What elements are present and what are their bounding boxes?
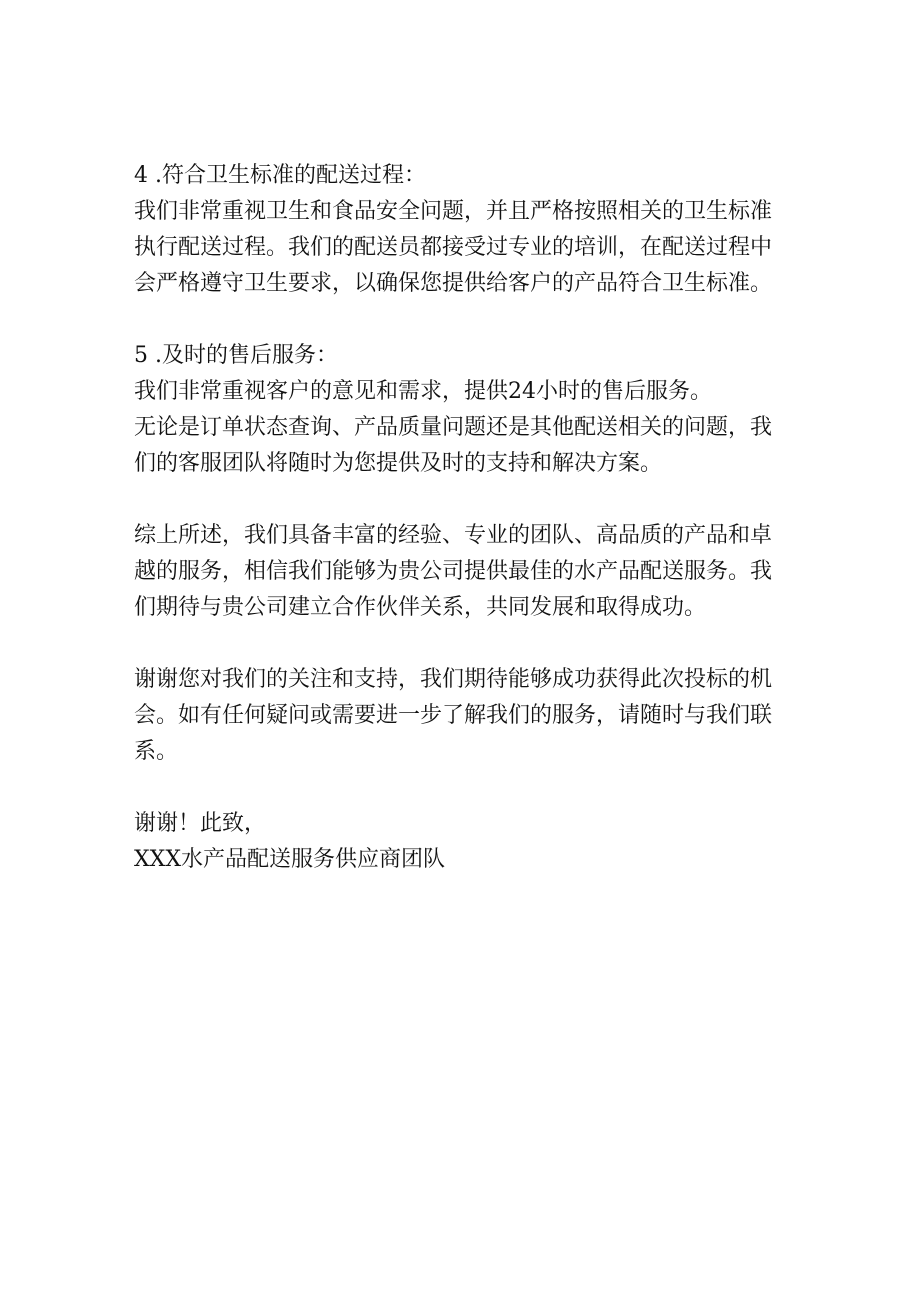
- paragraph-gap: [134, 302, 814, 338]
- closing-greeting: 谢谢！此致，: [134, 811, 267, 836]
- thanks-paragraph: [134, 662, 814, 770]
- body-line: 越的服务，相信我们能够为贵公司提供最佳的水产品配送服务。我: [134, 559, 773, 584]
- body-line: 我们非常重视卫生和食品安全问题，并且严格按照相关的卫生标准: [134, 199, 773, 224]
- section-heading: 4 .符合卫生标准的配送过程：: [134, 163, 426, 188]
- body-line: 谢谢您对我们的关注和支持，我们期待能够成功获得此次投标的机: [134, 667, 773, 692]
- paragraph-gap: [134, 626, 814, 662]
- body-line: 们的客服团队将随时为您提供及时的支持和解决方案。: [134, 451, 663, 476]
- summary-paragraph: [134, 518, 814, 626]
- section-after-sales: [134, 338, 814, 482]
- paragraph-gap: [134, 482, 814, 518]
- body-line: 我们非常重视客户的意见和需求，提供24小时的售后服务。: [134, 379, 712, 404]
- body-line: 无论是订单状态查询、产品质量问题还是其他配送相关的问题，我: [134, 415, 773, 440]
- section-hygiene-delivery: [134, 158, 814, 302]
- body-line: 会。如有任何疑问或需要进一步了解我们的服务，请随时与我们联: [134, 703, 773, 728]
- body-line: 执行配送过程。我们的配送员都接受过专业的培训，在配送过程中: [134, 235, 773, 260]
- body-line: 们期待与贵公司建立合作伙伴关系，共同发展和取得成功。: [134, 595, 707, 620]
- body-line: 综上所述，我们具备丰富的经验、专业的团队、高品质的产品和卓: [134, 523, 773, 548]
- document-body: [134, 158, 814, 878]
- section-heading: 5 .及时的售后服务：: [134, 343, 338, 368]
- body-line: 系。: [134, 739, 179, 764]
- signature: XXX水产品配送服务供应商团队: [134, 847, 445, 872]
- closing-block: [134, 806, 814, 878]
- paragraph-gap: [134, 770, 814, 806]
- body-line: 会严格遵守卫生要求，以确保您提供给客户的产品符合卫生标准。: [134, 271, 773, 296]
